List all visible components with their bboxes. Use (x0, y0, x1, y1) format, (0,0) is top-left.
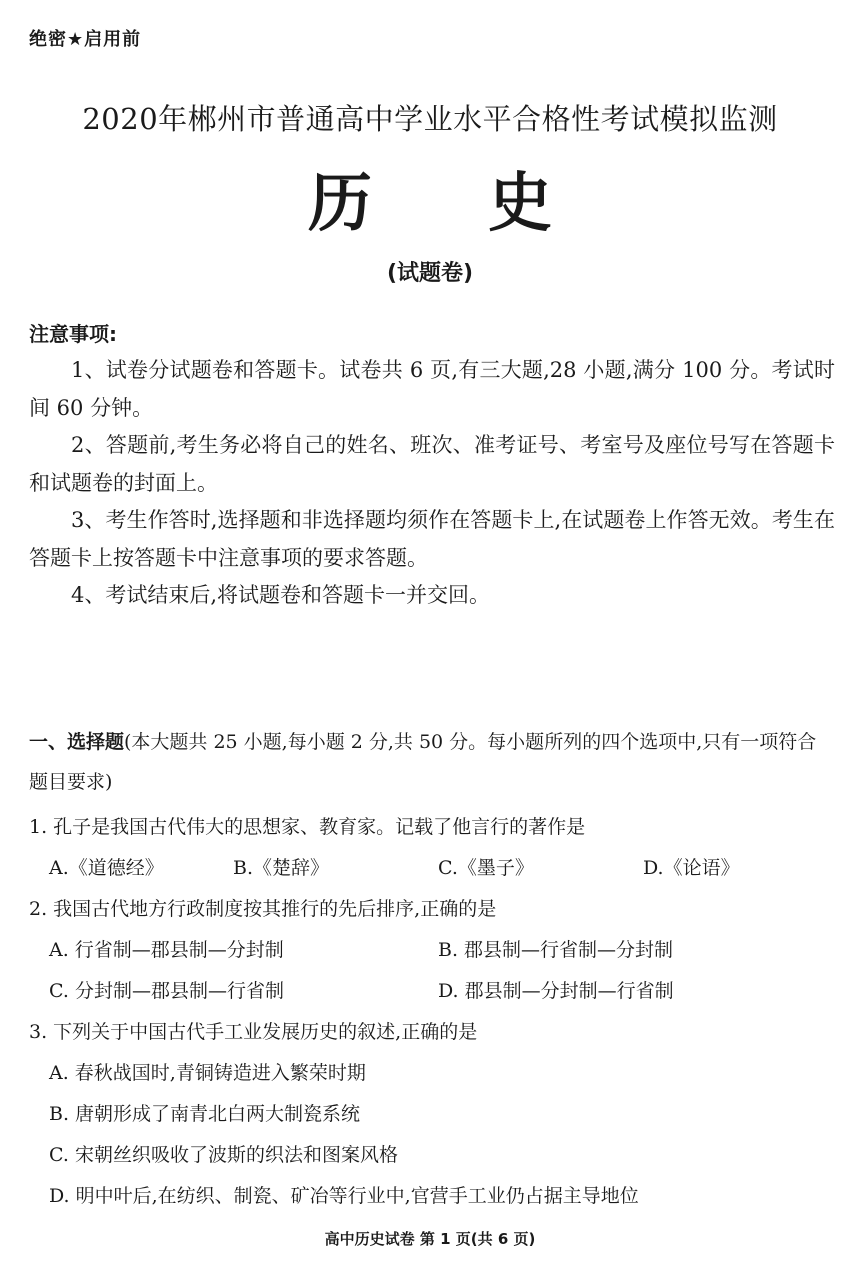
notice-item-1: 1、试卷分试题卷和答题卡。试卷共 6 页,有三大题,28 小题,满分 100 分。考试时间 60 分钟。 (29, 358, 835, 420)
question-2-option-d: D. 郡县制—分封制—行省制 (438, 980, 674, 1002)
section-1-heading: 一、选择题 (29, 731, 125, 753)
subject-title-char-1: 历 (308, 167, 372, 241)
question-2-option-b: B. 郡县制—行省制—分封制 (438, 939, 674, 961)
question-1-option-d: D.《论语》 (643, 857, 740, 879)
question-1-option-b: B.《楚辞》 (233, 857, 330, 879)
notice-item-2: 2、答题前,考生务必将自己的姓名、班次、准考证号、考室号及座位号写在答题卡和试题卷的封面上。 (29, 433, 835, 495)
question-1-stem: 1. 孔子是我国古代伟大的思想家、教育家。记载了他言行的著作是 (29, 816, 586, 838)
question-2-option-a: A. 行省制—郡县制—分封制 (49, 939, 284, 961)
notice-item-3: 3、考生作答时,选择题和非选择题均须作在答题卡上,在试题卷上作答无效。考生在答题卡上按答题卡中注意事项的要求答题。 (29, 508, 835, 570)
question-3-option-a: A. 春秋战国时,青铜铸造进入繁荣时期 (49, 1062, 366, 1084)
page-footer: 高中历史试卷 第 1 页(共 6 页) (324, 1230, 536, 1248)
question-3-option-d: D. 明中叶后,在纺织、制瓷、矿冶等行业中,官营手工业仍占据主导地位 (49, 1185, 639, 1207)
section-1-header (29, 722, 835, 802)
question-1-option-a: A.《道德经》 (49, 857, 164, 879)
notice-list (29, 352, 835, 615)
question-1-option-c: C.《墨子》 (438, 857, 534, 879)
notice-item-4: 4、考试结束后,将试题卷和答题卡一并交回。 (71, 583, 491, 607)
question-3-option-b: B. 唐朝形成了南青北白两大制瓷系统 (49, 1103, 361, 1125)
subject-title (0, 152, 860, 244)
question-3-stem: 3. 下列关于中国古代手工业发展历史的叙述,正确的是 (29, 1021, 478, 1043)
paper-type-label: (试题卷) (386, 261, 474, 286)
notice-title: 注意事项: (29, 322, 117, 346)
exam-title: 2020年郴州市普通高中学业水平合格性考试模拟监测 (82, 102, 778, 136)
subject-title-char-2: 史 (488, 167, 552, 241)
question-2-option-c: C. 分封制—郡县制—行省制 (49, 980, 284, 1002)
confidential-label: 绝密★启用前 (29, 29, 142, 50)
section-1-instructions: (本大题共 25 小题,每小题 2 分,共 50 分。每小题所列的四个选项中,只有一项符合题目要求) (29, 731, 817, 793)
question-3-option-c: C. 宋朝丝织吸收了波斯的织法和图案风格 (49, 1144, 398, 1166)
question-2-stem: 2. 我国古代地方行政制度按其推行的先后排序,正确的是 (29, 898, 497, 920)
